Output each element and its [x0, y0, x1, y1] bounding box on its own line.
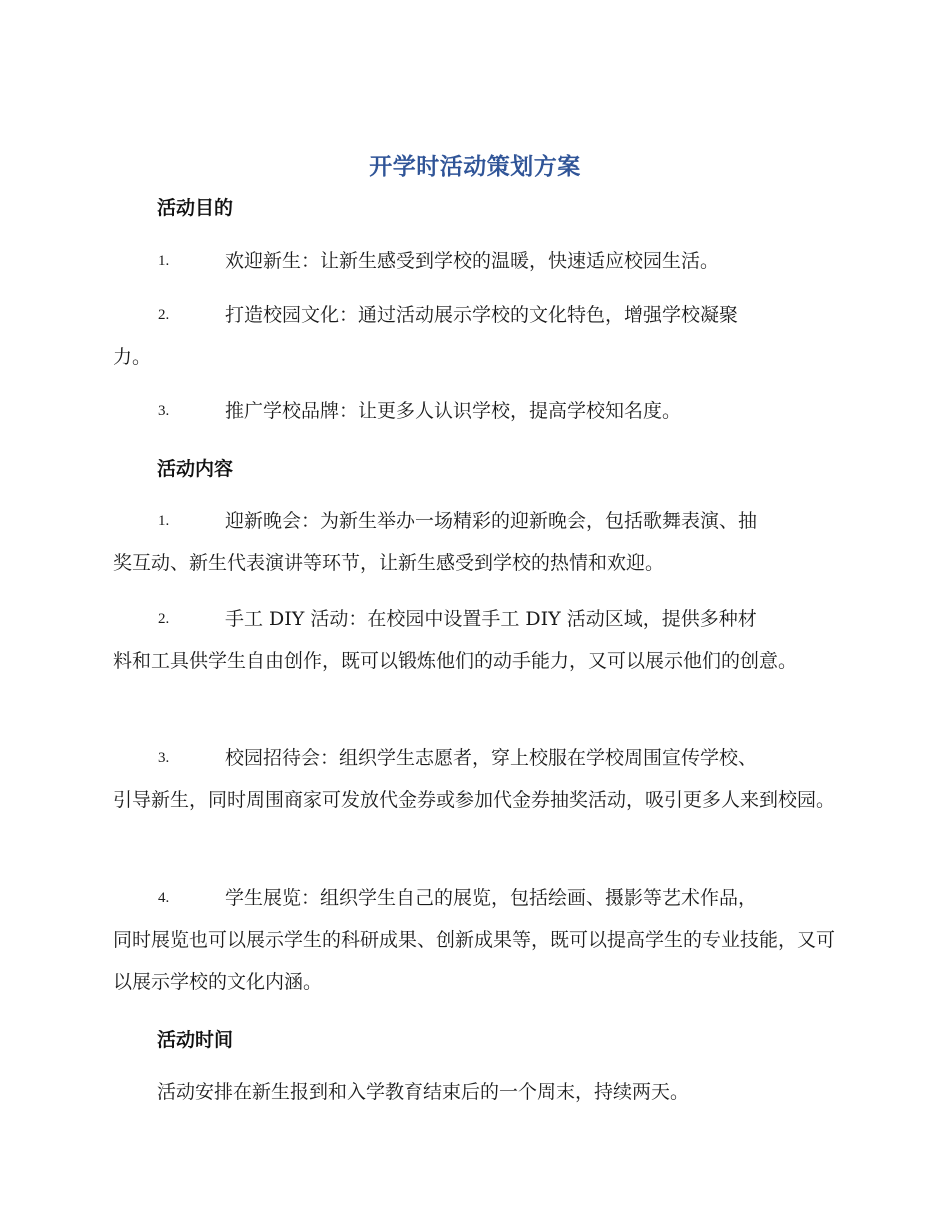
list-item: [113, 877, 835, 1003]
section-heading-content: 活动内容: [157, 458, 234, 480]
list-item-text: 学生展览：组织学生自己的展览，包括绘画、摄影等艺术作品，: [225, 887, 758, 909]
list-item-text: 迎新晚会：为新生举办一场精彩的迎新晚会，包括歌舞表演、抽: [225, 510, 758, 532]
list-item-text-continued: 料和工具供学生自由创作，既可以锻炼他们的动手能力，又可以展示他们的创意。: [113, 650, 798, 672]
list-item-number: 1.: [158, 253, 170, 269]
list-item-number: 2.: [158, 611, 170, 627]
list-item-number: 3.: [158, 750, 170, 766]
list-item-text: 推广学校品牌：让更多人认识学校，提高学校知名度。: [225, 400, 682, 422]
list-item-number: 3.: [158, 403, 170, 419]
list-item-text: 手工 DIY 活动：在校园中设置手工 DIY 活动区域，提供多种材: [225, 608, 757, 630]
document-title: 开学时活动策划方案: [369, 154, 581, 180]
paragraph: 活动安排在新生报到和入学教育结束后的一个周末，持续两天。: [157, 1081, 690, 1103]
list-item-number: 4.: [158, 890, 170, 906]
list-item-number: 2.: [158, 307, 170, 323]
list-item-text-continued: 力。: [113, 346, 152, 368]
list-item-text-continued: 奖互动、新生代表演讲等环节，让新生感受到学校的热情和欢迎。: [113, 552, 665, 574]
list-item-number: 1.: [158, 513, 170, 529]
list-item: [113, 294, 835, 378]
section-heading-time: 活动时间: [157, 1029, 234, 1051]
list-item: [113, 737, 835, 821]
list-item-text: 打造校园文化：通过活动展示学校的文化特色，增强学校凝聚: [225, 304, 739, 326]
list-item-text: 校园招待会：组织学生志愿者，穿上校服在学校周围宣传学校、: [225, 747, 758, 769]
list-item: [113, 240, 835, 282]
section-heading-purpose: 活动目的: [157, 197, 234, 219]
list-item: [113, 598, 835, 682]
list-item: [113, 390, 835, 432]
list-item-text-continued: 引导新生，同时周围商家可发放代金券或参加代金券抽奖活动，吸引更多人来到校园。: [113, 789, 836, 811]
list-item-text-continued: 同时展览也可以展示学生的科研成果、创新成果等，既可以提高学生的专业技能，又可以展示学校的文化内涵。: [113, 929, 836, 993]
list-item: [113, 500, 835, 584]
list-item-text: 欢迎新生：让新生感受到学校的温暖，快速适应校园生活。: [225, 250, 720, 272]
